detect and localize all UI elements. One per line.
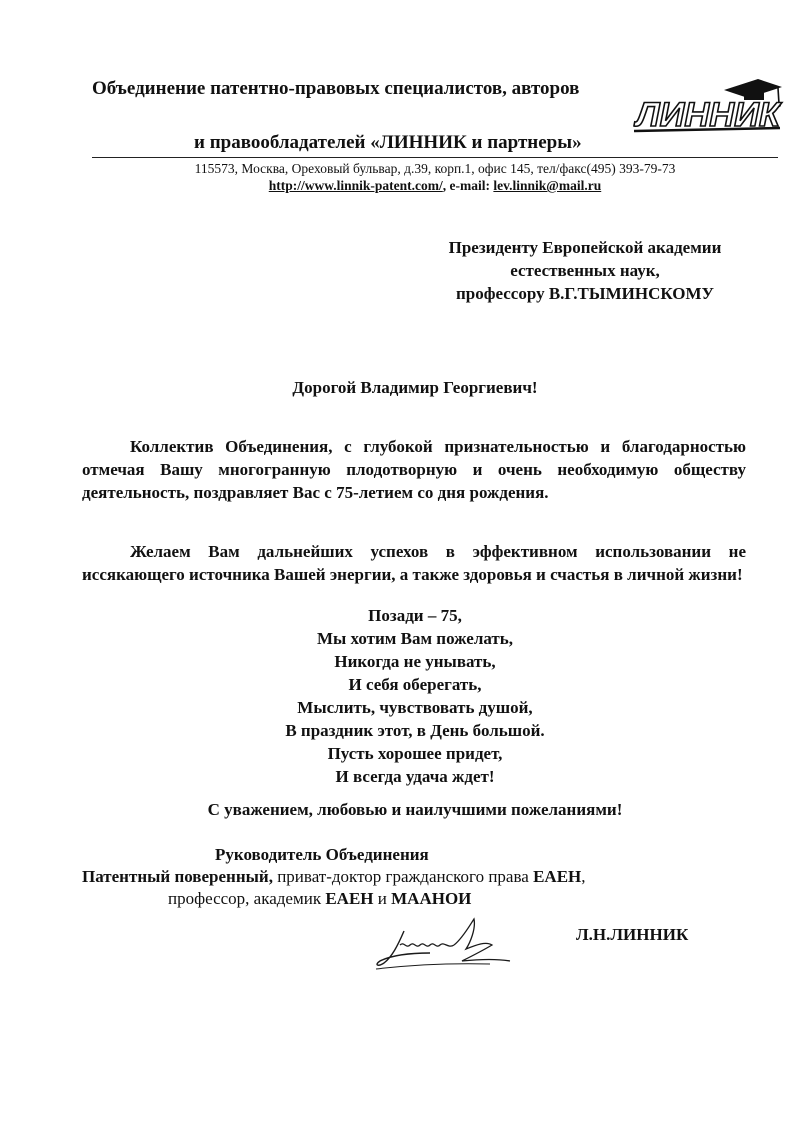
salutation: Дорогой Владимир Георгиевич! bbox=[292, 378, 538, 397]
logo-text: ЛИННИК bbox=[632, 96, 783, 134]
signer-position-text: профессор, академик bbox=[168, 889, 326, 908]
poem-line: И всегда удача ждет! bbox=[335, 767, 495, 786]
poem-line: Никогда не унывать, bbox=[334, 652, 496, 671]
recipient-line2: естественных наук, bbox=[510, 261, 660, 280]
poem-line: Пусть хорошее придет, bbox=[327, 744, 503, 763]
poem-line: Мыслить, чувствовать душой, bbox=[297, 698, 533, 717]
poem-line: И себя оберегать, bbox=[348, 675, 482, 694]
poem-line: В праздник этот, в День большой. bbox=[285, 721, 545, 740]
signer-positions bbox=[168, 889, 471, 909]
body-paragraph-2: Желаем Вам дальнейших успехов в эффективном использовании не иссякающего источника Вашей энергии, а также здоровья и счастья в личной жизни! bbox=[82, 542, 746, 584]
header-divider bbox=[92, 157, 778, 158]
poem bbox=[200, 604, 630, 788]
email-link[interactable]: lev.linnik@mail.ru bbox=[493, 178, 602, 193]
signer-position-bold: МААНОИ bbox=[391, 889, 472, 908]
website-link[interactable]: http://www.linnik-patent.com/ bbox=[268, 178, 443, 193]
signer-credential-text: приват-доктор гражданского права bbox=[272, 867, 534, 886]
closing-line: С уважением, любовью и наилучшими пожеланиями! bbox=[207, 800, 623, 819]
signer-credentials bbox=[82, 867, 586, 887]
signer-name: Л.Н.ЛИННИК bbox=[576, 925, 689, 944]
poem-line: Мы хотим Вам пожелать, bbox=[316, 629, 514, 648]
signer-title: Руководитель Объединения bbox=[215, 845, 429, 864]
org-name-line2: и правообладателей «ЛИННИК и партнеры» bbox=[194, 132, 582, 153]
signer-position-bold: ЕАЕН bbox=[325, 889, 374, 908]
handwritten-signature-icon bbox=[370, 915, 515, 975]
recipient-block bbox=[370, 236, 800, 305]
poem-line: Позади – 75, bbox=[368, 606, 462, 625]
body-paragraph-1: Коллектив Объединения, с глубокой признательностью и благодарностью отмечая Вашу многогранную плодотворную и очень необходимую обществу деятельность, поздравляет Вас с 75-летием со дня рождения. bbox=[82, 437, 746, 502]
org-name-line1: Объединение патентно-правовых специалистов, авторов bbox=[92, 78, 580, 99]
recipient-line3: профессору В.Г.ТЫМИНСКОМУ bbox=[455, 284, 715, 303]
email-label: , e-mail: bbox=[442, 178, 494, 193]
recipient-line1: Президенту Европейской академии bbox=[448, 238, 722, 257]
linnik-logo bbox=[632, 76, 784, 134]
org-address: 115573, Москва, Ореховый бульвар, д.39, корп.1, офис 145, тел/факс(495) 393-79-73 bbox=[194, 161, 676, 176]
signer-credential-bold: ЕАЕН bbox=[533, 867, 582, 886]
signer-credential-text: , bbox=[581, 867, 586, 886]
signer-credential-bold: Патентный поверенный, bbox=[82, 867, 273, 886]
org-contacts bbox=[92, 178, 778, 194]
signer-position-text: и bbox=[373, 889, 392, 908]
